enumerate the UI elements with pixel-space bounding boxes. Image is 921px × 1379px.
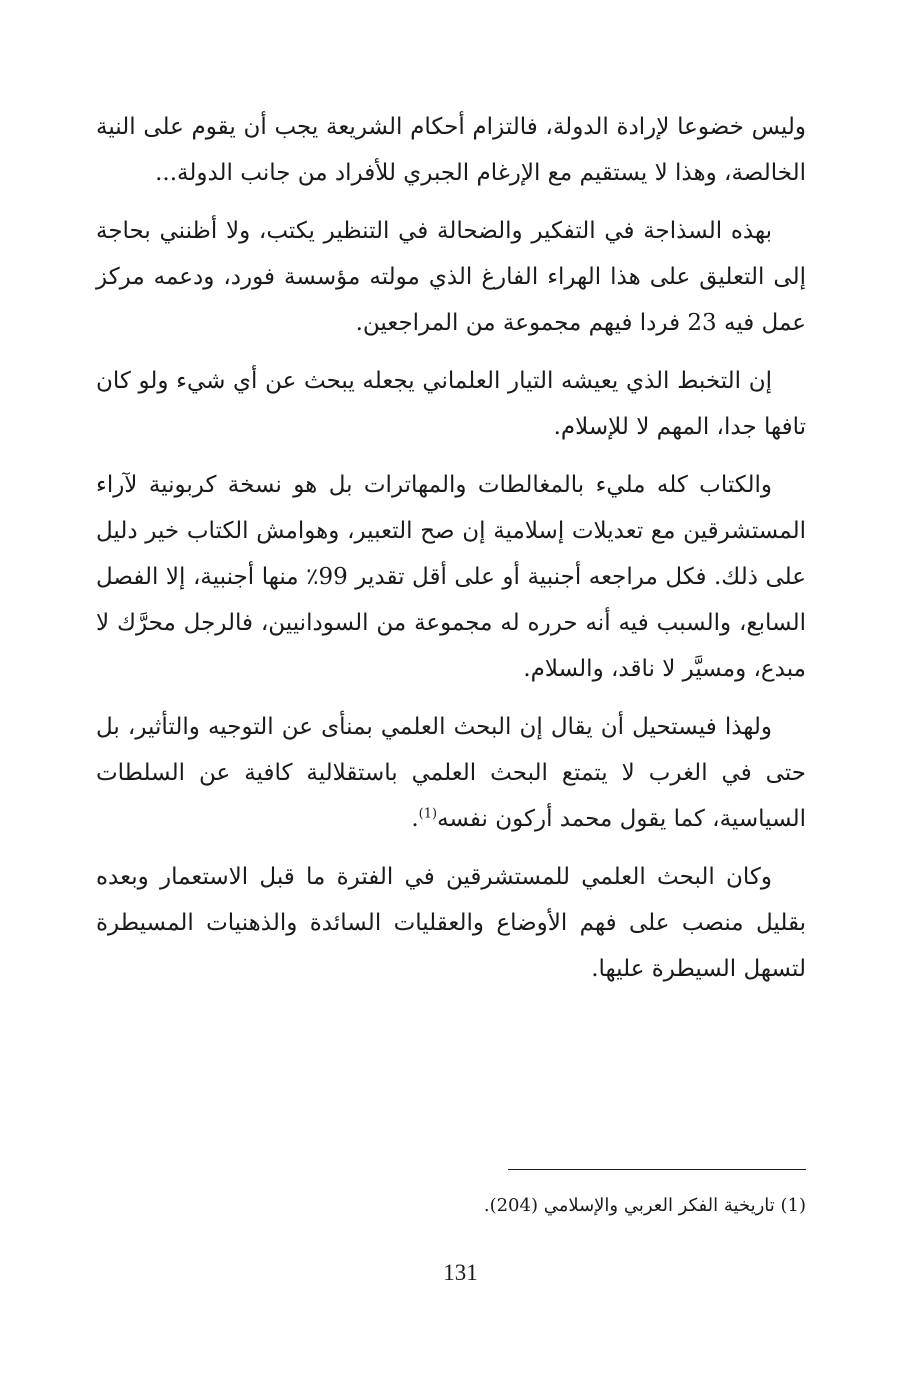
paragraph-5-tail: . — [411, 806, 419, 832]
footnote-reference[interactable]: (1) — [418, 806, 438, 822]
paragraph-5 — [96, 704, 806, 842]
paragraph-1: وليس خضوعا لإرادة الدولة، فالتزام أحكام الشريعة يجب أن يقوم على النية الخالصة، وهذا لا يستقيم مع الإرغام الجبري للأفراد من جانب الدولة... — [96, 114, 806, 186]
paragraph-3: إن التخبط الذي يعيشه التيار العلماني يجعله يبحث عن أي شيء ولو كان تافها جدا، المهم لا للإسلام. — [96, 368, 806, 440]
paragraph-2: بهذه السذاجة في التفكير والضحالة في التنظير يكتب، ولا أظنني بحاجة إلى التعليق على هذا الهراء الفارغ الذي مولته مؤسسة فورد، ودعمه مركز عمل فيه 23 فردا فيهم مجموعة من المراجعين. — [96, 218, 806, 336]
page-body — [96, 104, 806, 1004]
page-number: 131 — [443, 1260, 478, 1285]
paragraph-6: وكان البحث العلمي للمستشرقين في الفترة ما قبل الاستعمار وبعده بقليل منصب على فهم الأوضاع والعقليات السائدة والذهنيات المسيطرة لتسهل السيطرة عليها. — [96, 864, 806, 982]
paragraph-4: والكتاب كله مليء بالمغالطات والمهاترات بل هو نسخة كربونية لآراء المستشرقين مع تعديلات إسلامية إن صح التعبير، وهوامش الكتاب خير دليل على ذلك. فكل مراجعه أجنبية أو على أقل تقدير 99٪ منها أجنبية، إلا الفصل السابع، والسبب فيه أنه حرره له مجموعة من السودانيين، فالرجل محرَّك لا مبدع، ومسيَّر لا ناقد، والسلام. — [96, 472, 806, 682]
footnote-divider — [508, 1169, 806, 1170]
footnote-1: (1) تاريخية الفكر العربي والإسلامي (204). — [483, 1195, 806, 1216]
paragraph-5-text: ولهذا فيستحيل أن يقال إن البحث العلمي بمنأى عن التوجيه والتأثير، بل حتى في الغرب لا يتمتع البحث العلمي باستقلالية كافية عن السلطات السياسية، كما يقول محمد أركون نفسه — [96, 714, 806, 832]
